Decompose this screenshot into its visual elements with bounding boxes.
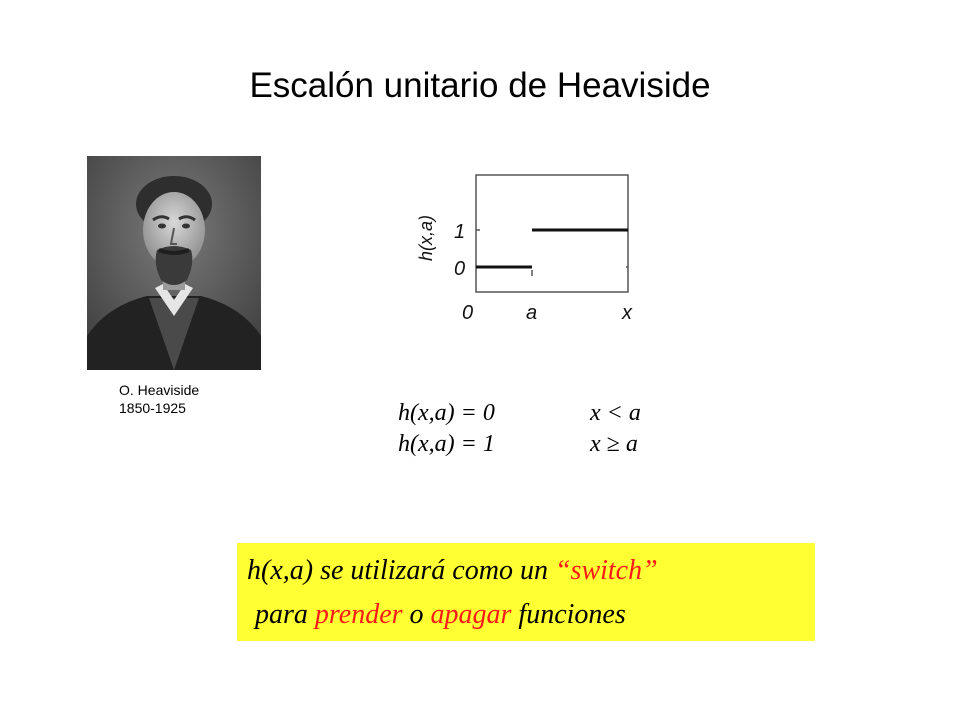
caption-years: 1850-1925 — [119, 400, 186, 416]
equation-row — [398, 400, 698, 431]
portrait-caption — [119, 381, 199, 417]
graph-ylabel: h(x,a) — [416, 214, 436, 261]
note-line1-text: h(x,a) se utilizará como un — [247, 555, 555, 586]
graph-xtick-x: x — [622, 302, 632, 324]
slide-title: Escalón unitario de Heaviside — [249, 66, 711, 105]
switch-note-box — [237, 543, 815, 641]
note-line2-prefix: para — [255, 599, 315, 630]
note-switch-word: “switch” — [554, 555, 658, 586]
equation-row — [398, 431, 698, 462]
graph-ytick-0: 0 — [454, 258, 466, 280]
equation-condition: x ≥ a — [590, 431, 638, 457]
equation-lhs: h(x,a) = 0 — [398, 400, 495, 426]
step-function-graph — [412, 166, 652, 326]
equation-lhs: h(x,a) = 1 — [398, 431, 495, 457]
note-line2-suffix: funciones — [511, 599, 626, 630]
equation-condition: x < a — [590, 400, 641, 426]
note-apagar-word: apagar — [430, 599, 512, 630]
note-line-2 — [255, 599, 626, 631]
graph-xtick-0: 0 — [462, 302, 474, 324]
graph-frame — [476, 175, 628, 292]
heaviside-portrait — [87, 156, 261, 370]
note-line-1 — [247, 555, 658, 587]
note-line2-mid: o — [402, 599, 431, 630]
note-prender-word: prender — [314, 599, 403, 630]
graph-ytick-1: 1 — [454, 221, 466, 243]
caption-name: O. Heaviside — [119, 382, 200, 398]
graph-xtick-a: a — [526, 302, 538, 324]
definition-equations — [398, 400, 698, 462]
